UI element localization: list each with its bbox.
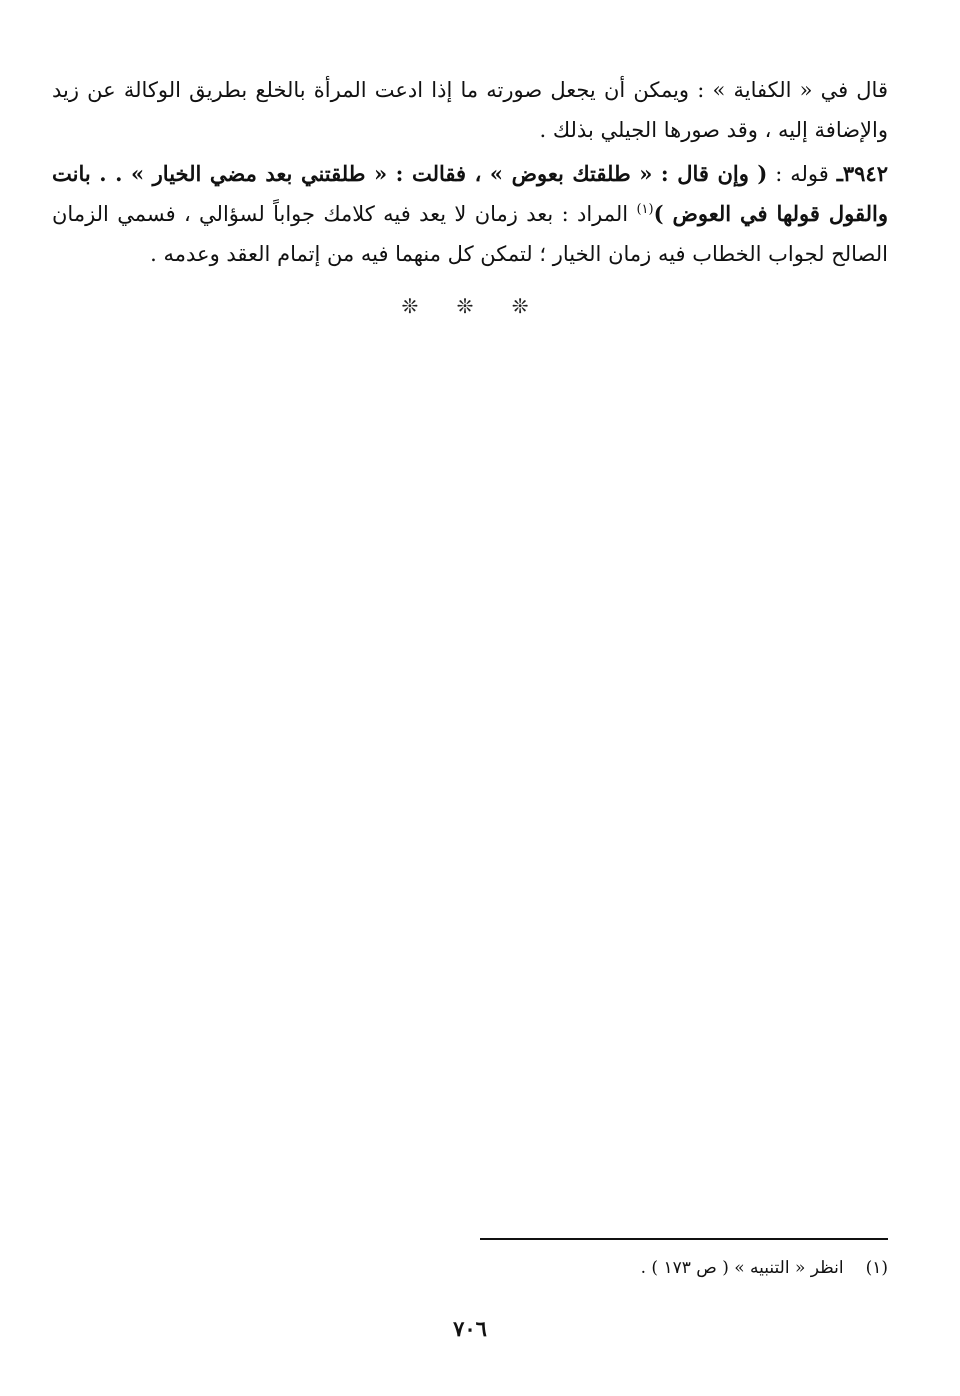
section-separator	[0, 294, 930, 318]
footnote-number: (١)	[865, 1258, 888, 1278]
footnote-text: انظر « التنبيه » ( ص ١٧٣ ) .	[640, 1258, 844, 1278]
footnote	[468, 1258, 888, 1278]
page-number: ٧٠٦	[453, 1316, 487, 1341]
quoted-text: ( وإن قال : « طلقتك بعوض » ، فقالت : « طلقتني بعد مضي الخيار » . . بانت والقول قولها في العوض )	[52, 161, 888, 226]
entry-intro: قوله :	[767, 162, 837, 186]
entry-commentary: المراد : بعد زمان لا يعد فيه كلامك جواباً لسؤالي ، فسمي الزمان الصالح لجواب الخطاب فيه زمان الخيار ؛ لتمكن كل منهما فيه من إتمام العقد وعدمه .	[52, 202, 888, 266]
footnote-marker[interactable]: (١)	[636, 202, 654, 217]
paragraph-1: قال في « الكفاية » : ويمكن أن يجعل صورته ما إذا ادعت المرأة بالخلع بطريق الوكالة عن زيد والإضافة إليه ، وقد صورها الجيلي بذلك .	[52, 78, 888, 142]
paragraph-2	[52, 154, 888, 274]
separator-star-icon: ❊	[456, 294, 474, 318]
separator-star-icon: ❊	[401, 294, 419, 318]
main-text	[52, 70, 888, 274]
entry-number: ٣٩٤٢ـ	[836, 161, 888, 186]
footnote-divider	[480, 1238, 888, 1240]
separator-star-icon: ❊	[511, 294, 529, 318]
